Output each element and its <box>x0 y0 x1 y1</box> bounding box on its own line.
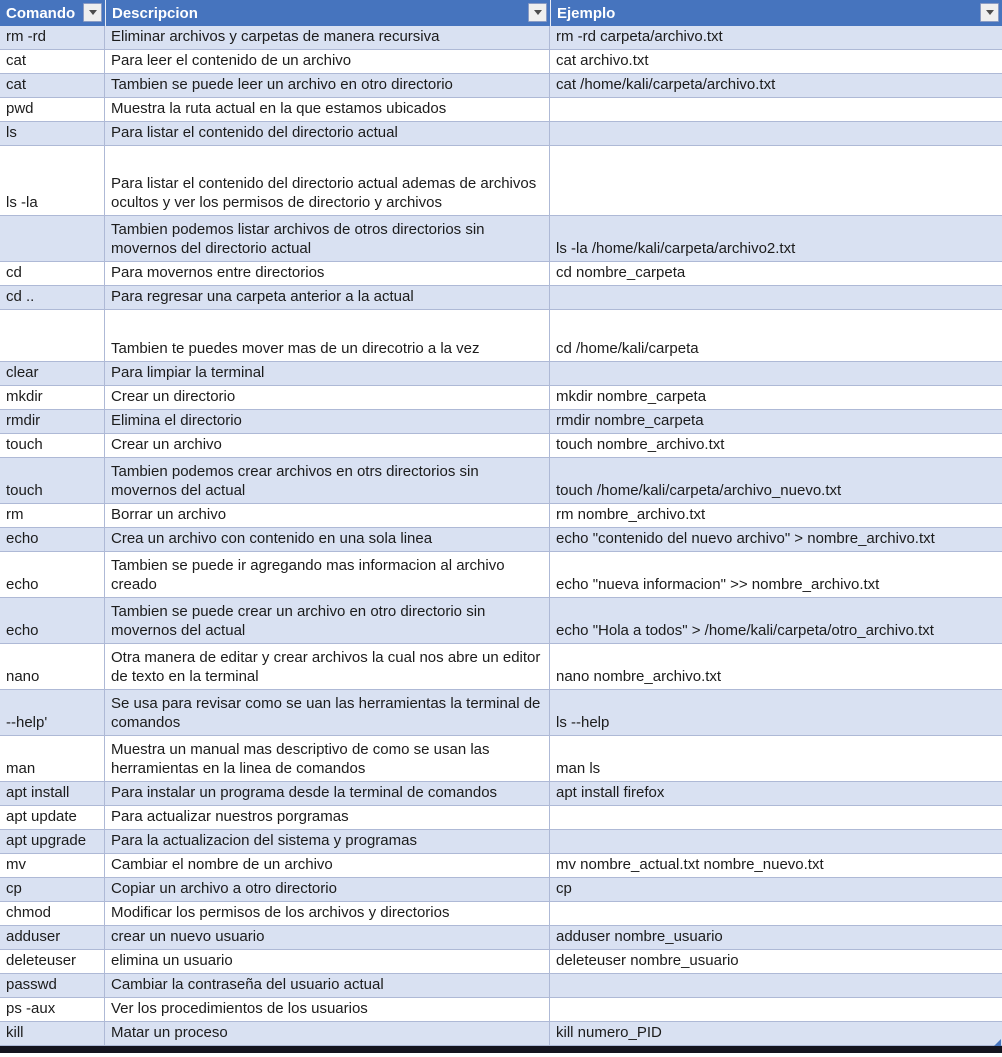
comando-cell[interactable] <box>0 310 105 362</box>
chevron-down-icon <box>986 10 994 15</box>
comando-cell[interactable]: apt upgrade <box>0 830 105 854</box>
descripcion-cell[interactable]: Eliminar archivos y carpetas de manera recursiva <box>105 26 550 50</box>
comando-cell[interactable]: rm -rd <box>0 26 105 50</box>
table-row <box>0 386 1002 410</box>
table-row <box>0 146 1002 216</box>
comando-cell[interactable]: chmod <box>0 902 105 926</box>
comando-cell[interactable]: --help' <box>0 690 105 736</box>
descripcion-cell[interactable]: Tambien se puede leer un archivo en otro directorio <box>105 74 550 98</box>
table-row <box>0 644 1002 690</box>
chevron-down-icon <box>534 10 542 15</box>
table-row <box>0 854 1002 878</box>
comando-cell[interactable]: touch <box>0 458 105 504</box>
ejemplo-cell[interactable]: deleteuser nombre_usuario <box>550 950 1002 974</box>
descripcion-cell[interactable]: Matar un proceso <box>105 1022 550 1046</box>
ejemplo-cell[interactable] <box>550 806 1002 830</box>
table-row <box>0 902 1002 926</box>
table-row <box>0 1022 1002 1046</box>
descripcion-cell[interactable]: Otra manera de editar y crear archivos la cual nos abre un editor de texto en la terminal <box>105 644 550 690</box>
descripcion-cell[interactable]: Cambiar el nombre de un archivo <box>105 854 550 878</box>
table-row <box>0 458 1002 504</box>
ejemplo-cell[interactable] <box>550 902 1002 926</box>
header-label-comando: Comando <box>6 4 76 22</box>
ejemplo-cell[interactable]: echo "nueva informacion" >> nombre_archivo.txt <box>550 552 1002 598</box>
comando-cell[interactable]: ls -la <box>0 146 105 216</box>
table-row <box>0 410 1002 434</box>
table-row <box>0 950 1002 974</box>
table-row <box>0 26 1002 50</box>
ejemplo-cell[interactable]: echo "Hola a todos" > /home/kali/carpeta/otro_archivo.txt <box>550 598 1002 644</box>
comando-cell[interactable] <box>0 216 105 262</box>
ejemplo-cell[interactable]: apt install firefox <box>550 782 1002 806</box>
ejemplo-cell[interactable]: rmdir nombre_carpeta <box>550 410 1002 434</box>
filter-dropdown-button-ejemplo[interactable] <box>980 3 999 22</box>
descripcion-cell[interactable]: Ver los procedimientos de los usuarios <box>105 998 550 1022</box>
ejemplo-cell[interactable]: ls -la /home/kali/carpeta/archivo2.txt <box>550 216 1002 262</box>
ejemplo-cell[interactable]: cd /home/kali/carpeta <box>550 310 1002 362</box>
comando-cell[interactable]: clear <box>0 362 105 386</box>
ejemplo-cell[interactable]: echo "contenido del nuevo archivo" > nombre_archivo.txt <box>550 528 1002 552</box>
table-row <box>0 736 1002 782</box>
descripcion-cell[interactable]: Elimina el directorio <box>105 410 550 434</box>
comando-cell[interactable]: echo <box>0 598 105 644</box>
table-row <box>0 998 1002 1022</box>
descripcion-cell[interactable]: Crear un directorio <box>105 386 550 410</box>
ejemplo-cell[interactable]: ls --help <box>550 690 1002 736</box>
ejemplo-cell[interactable]: touch /home/kali/carpeta/archivo_nuevo.txt <box>550 458 1002 504</box>
comando-cell[interactable]: pwd <box>0 98 105 122</box>
ejemplo-cell[interactable] <box>550 362 1002 386</box>
comando-cell[interactable]: echo <box>0 552 105 598</box>
table-row <box>0 878 1002 902</box>
descripcion-cell[interactable]: Tambien se puede ir agregando mas informacion al archivo creado <box>105 552 550 598</box>
comando-cell[interactable]: cp <box>0 878 105 902</box>
comando-cell[interactable]: nano <box>0 644 105 690</box>
header-cell-ejemplo[interactable] <box>550 0 1002 26</box>
descripcion-cell[interactable]: Crear un archivo <box>105 434 550 458</box>
table-row <box>0 98 1002 122</box>
table-row <box>0 262 1002 286</box>
ejemplo-cell[interactable] <box>550 998 1002 1022</box>
ejemplo-cell[interactable] <box>550 122 1002 146</box>
ejemplo-cell[interactable] <box>550 286 1002 310</box>
ejemplo-cell[interactable]: touch nombre_archivo.txt <box>550 434 1002 458</box>
descripcion-cell[interactable]: Para leer el contenido de un archivo <box>105 50 550 74</box>
table-row <box>0 286 1002 310</box>
filter-dropdown-button-comando[interactable] <box>83 3 102 22</box>
descripcion-cell[interactable]: Tambien podemos crear archivos en otrs directorios sin movernos del actual <box>105 458 550 504</box>
comando-cell[interactable]: cd .. <box>0 286 105 310</box>
descripcion-cell[interactable]: Para listar el contenido del directorio actual <box>105 122 550 146</box>
comando-cell[interactable]: rmdir <box>0 410 105 434</box>
header-label-descripcion: Descripcion <box>112 4 198 22</box>
comando-cell[interactable]: cat <box>0 50 105 74</box>
table-row <box>0 926 1002 950</box>
comando-cell[interactable]: cat <box>0 74 105 98</box>
comando-cell[interactable]: ps -aux <box>0 998 105 1022</box>
descripcion-cell[interactable]: Tambien se puede crear un archivo en otro directorio sin movernos del actual <box>105 598 550 644</box>
table-row <box>0 782 1002 806</box>
descripcion-cell[interactable]: Muestra la ruta actual en la que estamos ubicados <box>105 98 550 122</box>
descripcion-cell[interactable]: Para regresar una carpeta anterior a la actual <box>105 286 550 310</box>
ejemplo-cell[interactable] <box>550 974 1002 998</box>
comando-cell[interactable]: echo <box>0 528 105 552</box>
ejemplo-cell[interactable]: rm -rd carpeta/archivo.txt <box>550 26 1002 50</box>
comando-cell[interactable]: adduser <box>0 926 105 950</box>
table-row <box>0 974 1002 998</box>
descripcion-cell[interactable]: Para la actualizacion del sistema y programas <box>105 830 550 854</box>
table-row <box>0 50 1002 74</box>
descripcion-cell[interactable]: Tambien te puedes mover mas de un direcotrio a la vez <box>105 310 550 362</box>
table-row <box>0 528 1002 552</box>
comando-cell[interactable]: cd <box>0 262 105 286</box>
ejemplo-cell[interactable]: mv nombre_actual.txt nombre_nuevo.txt <box>550 854 1002 878</box>
table-body <box>0 26 1002 1046</box>
header-cell-descripcion[interactable] <box>105 0 550 26</box>
table-header-row <box>0 0 1002 26</box>
ejemplo-cell[interactable]: cat /home/kali/carpeta/archivo.txt <box>550 74 1002 98</box>
descripcion-cell[interactable]: Se usa para revisar como se uan las herramientas la terminal de comandos <box>105 690 550 736</box>
comando-cell[interactable]: man <box>0 736 105 782</box>
comando-cell[interactable]: apt install <box>0 782 105 806</box>
header-label-ejemplo: Ejemplo <box>557 4 616 22</box>
comando-cell[interactable]: kill <box>0 1022 105 1046</box>
table-row <box>0 504 1002 528</box>
chevron-down-icon <box>89 10 97 15</box>
descripcion-cell[interactable]: Tambien podemos listar archivos de otros directorios sin movernos del directorio actual <box>105 216 550 262</box>
comando-cell[interactable]: touch <box>0 434 105 458</box>
descripcion-cell[interactable]: Copiar un archivo a otro directorio <box>105 878 550 902</box>
descripcion-cell[interactable]: Modificar los permisos de los archivos y directorios <box>105 902 550 926</box>
comando-cell[interactable]: deleteuser <box>0 950 105 974</box>
descripcion-cell[interactable]: Borrar un archivo <box>105 504 550 528</box>
table-row <box>0 434 1002 458</box>
ejemplo-cell[interactable]: cd nombre_carpeta <box>550 262 1002 286</box>
ejemplo-cell[interactable]: rm nombre_archivo.txt <box>550 504 1002 528</box>
descripcion-cell[interactable]: Para movernos entre directorios <box>105 262 550 286</box>
ejemplo-cell[interactable]: cp <box>550 878 1002 902</box>
descripcion-cell[interactable]: crear un nuevo usuario <box>105 926 550 950</box>
ejemplo-cell[interactable] <box>550 830 1002 854</box>
comando-cell[interactable]: mv <box>0 854 105 878</box>
table-row <box>0 830 1002 854</box>
header-cell-comando[interactable] <box>0 0 105 26</box>
ejemplo-cell[interactable]: kill numero_PID <box>550 1022 1002 1046</box>
table-row <box>0 598 1002 644</box>
descripcion-cell[interactable]: Para listar el contenido del directorio actual ademas de archivos ocultos y ver los permisos de directorio y archivos <box>105 146 550 216</box>
table-resize-handle[interactable] <box>994 1039 1001 1046</box>
descripcion-cell[interactable]: Para actualizar nuestros porgramas <box>105 806 550 830</box>
table-row <box>0 362 1002 386</box>
ejemplo-cell[interactable]: adduser nombre_usuario <box>550 926 1002 950</box>
table-row <box>0 806 1002 830</box>
descripcion-cell[interactable]: Para instalar un programa desde la terminal de comandos <box>105 782 550 806</box>
table-row <box>0 216 1002 262</box>
table-row <box>0 552 1002 598</box>
ejemplo-cell[interactable]: nano nombre_archivo.txt <box>550 644 1002 690</box>
bottom-edge-bar <box>0 1046 1002 1053</box>
descripcion-cell[interactable]: Muestra un manual mas descriptivo de como se usan las herramientas en la linea de comandos <box>105 736 550 782</box>
comando-cell[interactable]: ls <box>0 122 105 146</box>
ejemplo-cell[interactable]: cat archivo.txt <box>550 50 1002 74</box>
filter-dropdown-button-descripcion[interactable] <box>528 3 547 22</box>
ejemplo-cell[interactable] <box>550 146 1002 216</box>
ejemplo-cell[interactable]: mkdir nombre_carpeta <box>550 386 1002 410</box>
descripcion-cell[interactable]: elimina un usuario <box>105 950 550 974</box>
descripcion-cell[interactable]: Cambiar la contraseña del usuario actual <box>105 974 550 998</box>
ejemplo-cell[interactable] <box>550 98 1002 122</box>
ejemplo-cell[interactable]: man ls <box>550 736 1002 782</box>
table-row <box>0 74 1002 98</box>
table-row <box>0 690 1002 736</box>
table-row <box>0 122 1002 146</box>
descripcion-cell[interactable]: Para limpiar la terminal <box>105 362 550 386</box>
comando-cell[interactable]: apt update <box>0 806 105 830</box>
comando-cell[interactable]: passwd <box>0 974 105 998</box>
table-row <box>0 310 1002 362</box>
descripcion-cell[interactable]: Crea un archivo con contenido en una sola linea <box>105 528 550 552</box>
comando-cell[interactable]: rm <box>0 504 105 528</box>
comando-cell[interactable]: mkdir <box>0 386 105 410</box>
